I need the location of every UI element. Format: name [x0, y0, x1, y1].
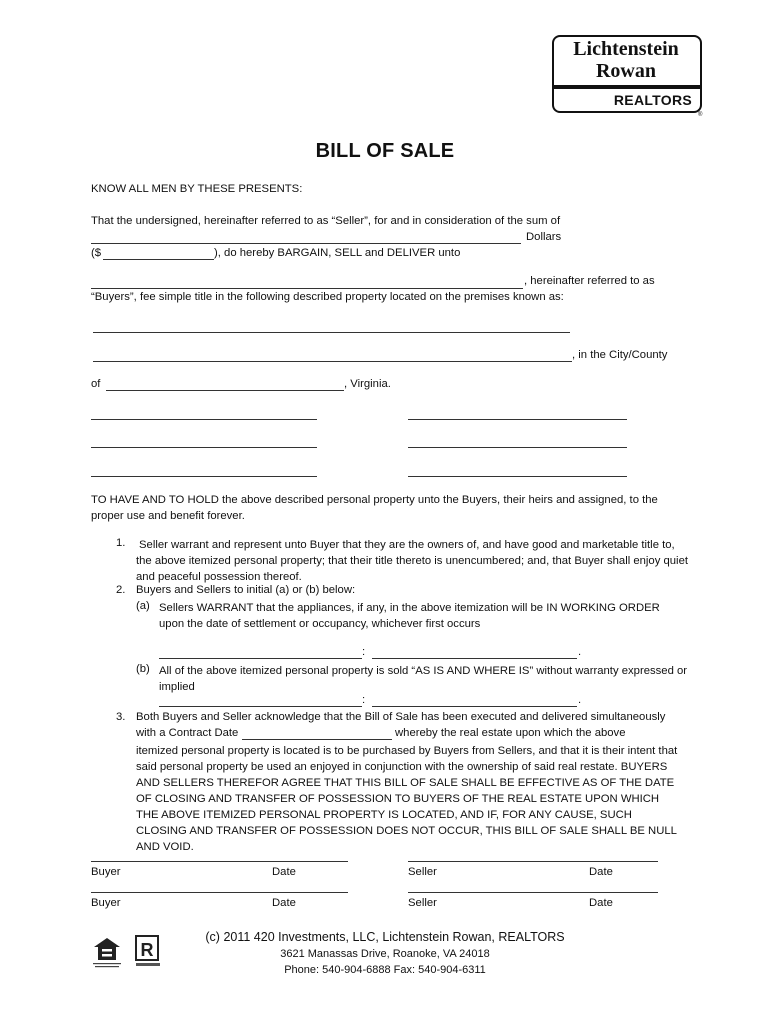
- city-county-label: , in the City/County: [572, 349, 668, 361]
- logo-line-3: REALTORS: [613, 92, 692, 108]
- premises-line-1[interactable]: [93, 332, 570, 333]
- item-3-rest: itemized personal property is located is to be purchased by Buyers from Sellers, and that it is their intent that said personal property be used an enjoyed in conjunction with the ownership of said real restate. BUYERS AND SELLERS THEREFOR AGREE THAT THIS BILL OF SALE SHALL BE EFFECTIVE AS OF THE DATE OF CLOSING AND TRANSFER OF POSSESSION TO BUYERS OF THE REAL ESTATE UPON WHICH THE ABOVE ITEMIZED PERSONAL PROPERTY IS LOCATED, AND IF, FOR ANY CAUSE, SUCH CLOSING AND TRANSFER OF POSSESSION DOES NOT OCCUR, THIS BILL OF SALE SHALL BE NULL AND VOID.: [136, 745, 678, 853]
- buyer-signature-line[interactable]: [91, 861, 348, 862]
- seller-label: Seller: [408, 866, 437, 878]
- logo-line-2: Rowan: [595, 60, 656, 82]
- item-1-text: Seller warrant and represent unto Buyer that they are the owners of, and have good and marketable title to, the above itemized personal property; that their title thereto is unencumbered; and, that Buyer shall enjoy quiet and peaceful possession thereof.: [136, 539, 688, 583]
- period: .: [578, 694, 582, 706]
- buyer-label: Buyer: [91, 866, 121, 878]
- option-b-label: (b): [136, 663, 150, 675]
- initials-a-seller-line[interactable]: [372, 658, 577, 659]
- option-b-text: All of the above itemized personal property is sold “AS IS AND WHERE IS” without warranty expressed or implied: [159, 665, 688, 693]
- item-2-text: Buyers and Sellers to initial (a) or (b) below:: [136, 584, 356, 596]
- item-line[interactable]: [408, 419, 627, 420]
- seller-signature-line[interactable]: [408, 892, 658, 893]
- date-label: Date: [272, 897, 296, 909]
- item-3-line-1: Both Buyers and Seller acknowledge that the Bill of Sale has been executed and delivered simultaneously: [136, 711, 666, 723]
- sum-amount-line[interactable]: [103, 259, 214, 260]
- seller-signature-line[interactable]: [408, 861, 658, 862]
- buyer-label: Buyer: [91, 897, 121, 909]
- contract-date-line[interactable]: [242, 739, 392, 740]
- colon: :: [362, 646, 366, 658]
- option-a-label: (a): [136, 600, 150, 612]
- option-a-text: Sellers WARRANT that the appliances, if any, in the above itemization will be IN WORKING ORDER upon the date of settlement or occupancy, whichever first occurs: [159, 602, 660, 630]
- buyer-name-line[interactable]: [91, 288, 523, 289]
- footer-address: 3621 Manassas Drive, Roanoke, VA 24018: [280, 948, 490, 960]
- item-number-2: 2.: [116, 584, 126, 596]
- period: .: [578, 646, 582, 658]
- hereinafter-text: , hereinafter referred to as: [524, 275, 655, 287]
- item-line[interactable]: [91, 476, 317, 477]
- document-title: BILL OF SALE: [315, 140, 455, 162]
- item-line[interactable]: [91, 447, 317, 448]
- logo-line-1: Lichtenstein: [573, 38, 679, 60]
- intro-text: KNOW ALL MEN BY THESE PRESENTS:: [91, 183, 303, 195]
- of-label: of: [91, 378, 101, 390]
- colon: :: [362, 694, 366, 706]
- city-line[interactable]: [106, 390, 344, 391]
- dollar-open: ($: [91, 247, 102, 259]
- svg-text:R: R: [140, 940, 154, 960]
- dollars-label: Dollars: [526, 231, 562, 243]
- seller-clause-line-1: That the undersigned, hereinafter referred to as “Seller”, for and in consideration of the sum of: [91, 215, 561, 227]
- initials-a-buyer-line[interactable]: [159, 658, 362, 659]
- company-logo: [552, 35, 703, 118]
- item-number-1: 1.: [116, 537, 126, 549]
- footer-phone: Phone: 540-904-6888 Fax: 540-904-6311: [284, 964, 486, 976]
- virginia-label: , Virginia.: [344, 378, 391, 390]
- item-line[interactable]: [408, 476, 627, 477]
- date-label: Date: [272, 866, 296, 878]
- premises-line-2[interactable]: [93, 361, 572, 362]
- buyer-clause-line-2: “Buyers”, fee simple title in the following described property located on the premises known as:: [91, 291, 564, 303]
- buyer-signature-line[interactable]: [91, 892, 348, 893]
- item-line[interactable]: [408, 447, 627, 448]
- item-3-line-2b: whereby the real estate upon which the above: [395, 727, 626, 739]
- item-number-3: 3.: [116, 711, 126, 723]
- date-label: Date: [589, 866, 613, 878]
- date-label: Date: [589, 897, 613, 909]
- item-3-line-2a: with a Contract Date: [136, 727, 239, 739]
- registered-mark: ®: [698, 112, 703, 118]
- footer-copyright: (c) 2011 420 Investments, LLC, Lichtenstein Rowan, REALTORS: [205, 930, 565, 944]
- habendum-clause: TO HAVE AND TO HOLD the above described personal property unto the Buyers, their heirs and assigned, to the proper use and benefit forever.: [91, 494, 658, 522]
- initials-b-buyer-line[interactable]: [159, 706, 362, 707]
- initials-b-seller-line[interactable]: [372, 706, 577, 707]
- item-line[interactable]: [91, 419, 317, 420]
- seller-clause-line-3: ), do hereby BARGAIN, SELL and DELIVER unto: [214, 247, 461, 259]
- sum-words-line[interactable]: [91, 243, 521, 244]
- seller-label: Seller: [408, 897, 437, 909]
